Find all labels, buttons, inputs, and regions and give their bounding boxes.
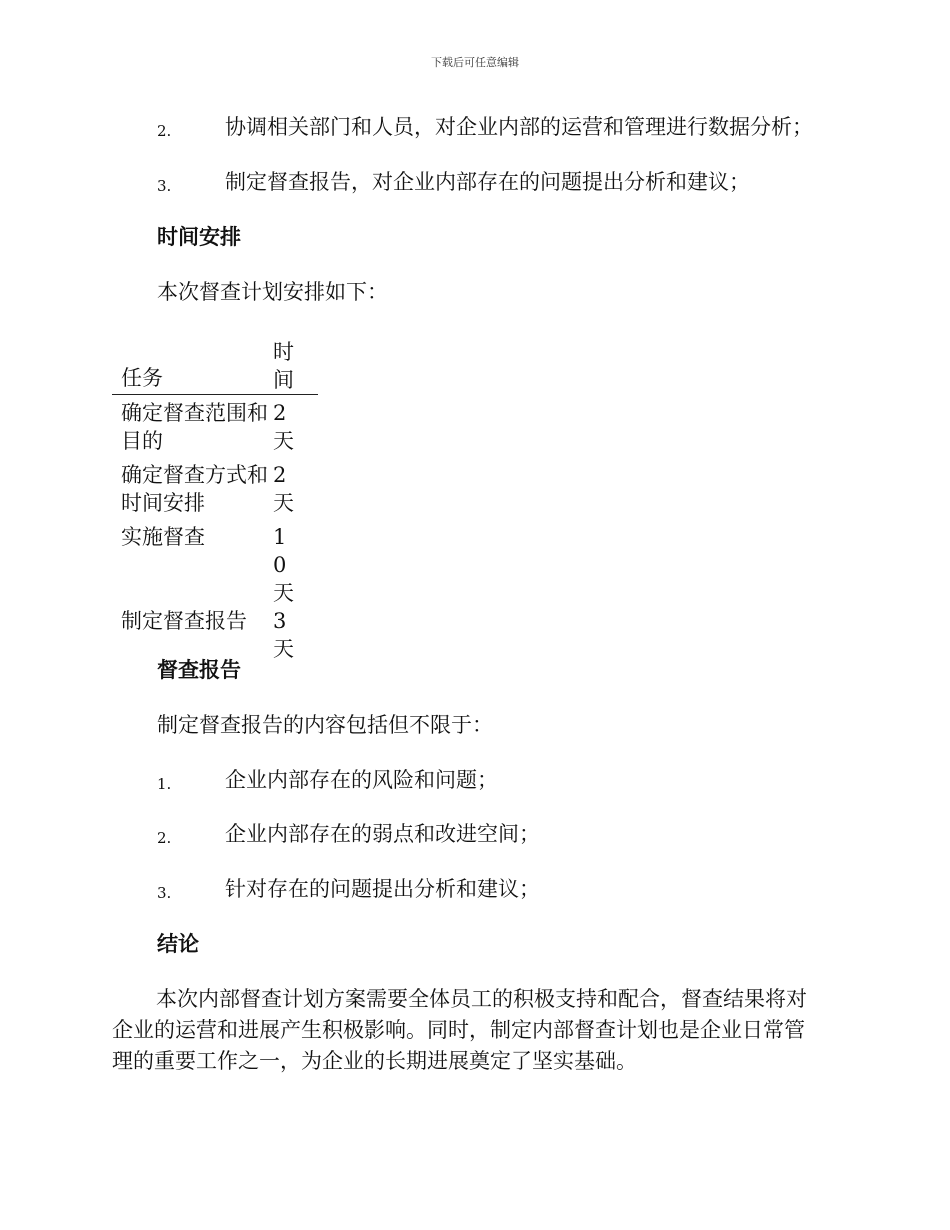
conclusion-paragraph [112,984,832,1077]
table-cell-task: 确定督查范围和目的 [121,401,268,453]
list-number: 3. [157,884,172,902]
section-heading-schedule: 时间安排 [157,225,241,249]
list-text: 制定督查报告，对企业内部存在的问题提出分析和建议； [225,170,750,194]
section-heading-conclusion: 结论 [157,932,199,956]
table-header-task: 任务 [112,334,273,395]
list-text: 企业内部存在的风险和问题； [225,768,498,792]
list-text: 协调相关部门和人员，对企业内部的运营和管理进行数据分析； [225,115,813,139]
table-cell-time: 3天 [273,609,294,661]
table-row [112,523,318,607]
section-heading-report: 督查报告 [157,658,241,682]
schedule-intro: 本次督查计划安排如下： [157,280,388,304]
conclusion-line: 企业的运营和进展产生积极影响。同时，制定内部督查计划也是企业日常管 [112,1018,805,1042]
schedule-table [112,334,318,669]
list-number: 2. [157,829,172,847]
table-cell-time: 2天 [273,401,294,453]
table-header-time: 时间 [273,334,318,395]
table-cell-task: 确定督查方式和时间安排 [121,463,268,515]
page-header: 下载后可任意编辑 [431,56,519,69]
conclusion-line: 本次内部督查计划方案需要全体员工的积极支持和配合，督查结果将对 [156,987,807,1011]
conclusion-line: 理的重要工作之一，为企业的长期进展奠定了坚实基础。 [112,1049,637,1073]
table-cell-task: 实施督查 [121,525,205,549]
list-text: 企业内部存在的弱点和改进空间； [225,822,540,846]
table-cell-task: 制定督查报告 [121,609,247,633]
list-number: 1. [157,775,172,793]
table-row [112,461,318,523]
list-number: 2. [157,122,172,140]
report-intro: 制定督查报告的内容包括但不限于： [157,713,493,737]
table-cell-time: 10天 [273,525,294,605]
table-row [112,395,318,462]
table-cell-time: 2天 [273,463,294,515]
list-text: 针对存在的问题提出分析和建议； [225,877,540,901]
table-header-row [112,334,318,395]
list-number: 3. [157,177,172,195]
